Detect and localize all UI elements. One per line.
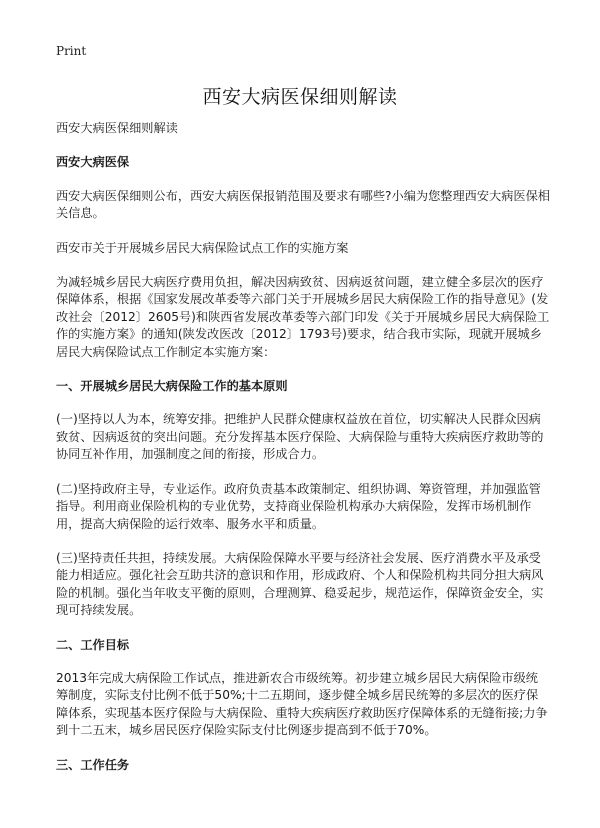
plan-title: 西安市关于开展城乡居民大病保险试点工作的实施方案 bbox=[56, 240, 349, 255]
principle-2-paragraph: (二)坚持政府主导，专业运作。政府负责基本政策制定、组织协调、筹资管理，并加强监管指导。利用商业保险机构的专业优势，支持商业保险机构承办大病保险，发挥市场机制作用，提高大病保险的运行效率、服务水平和质量。 bbox=[56, 481, 541, 531]
plan-body-paragraph: 为减轻城乡居民大病医疗费用负担，解决因病致贫、因病返贫问题，建立健全多层次的医疗保障体系，根据《国家发展改革委等六部门关于开展城乡居民大病保险工作的指导意见》(发改社会〔2012〕2605号)和陕西省发展改革委等六部门印发《关于开展城乡居民大病保险工作的实施方案》的通知(陕发改医改〔2012〕1793号)要求，结合我市实际，现就开展城乡居民大病保险试点工作制定本实施方案： bbox=[56, 275, 550, 359]
section-heading-main: 西安大病医保 bbox=[56, 155, 130, 170]
principle-1-paragraph: (一)坚持以人为本，统筹安排。把维护人民群众健康权益放在首位，切实解决人民群众因病致贫、因病返贫的突出问题。充分发挥基本医疗保险、大病保险与重特大疾病医疗救助等的协同互补作用，加强制度之间的衔接，形成合力。 bbox=[56, 412, 544, 462]
page-title: 西安大病医保细则解读 bbox=[202, 86, 398, 108]
print-link[interactable]: Print bbox=[56, 44, 87, 58]
section-heading-goals: 二、工作目标 bbox=[56, 637, 130, 652]
article-subtitle: 西安大病医保细则解读 bbox=[56, 121, 178, 135]
section-heading-principles: 一、开展城乡居民大病保险工作的基本原则 bbox=[56, 379, 288, 394]
section-heading-tasks: 三、工作任务 bbox=[56, 757, 130, 772]
principle-3-paragraph: (三)坚持责任共担，持续发展。大病保险保障水平要与经济社会发展、医疗消费水平及承受能力相适应。强化社会互助共济的意识和作用，形成政府、个人和保险机构共同分担大病风险的机制。强化当年收支平衡的原则，合理测算、稳妥起步，规范运作，保障资金安全，实现可持续发展。 bbox=[56, 550, 544, 618]
intro-paragraph: 西安大病医保细则公布，西安大病医保报销范围及要求有哪些?小编为您整理西安大病医保相关信息。 bbox=[56, 188, 550, 221]
goals-paragraph: 2013年完成大病保险工作试点，推进新农合市级统筹。初步建立城乡居民大病保险市级统筹制度，实际支付比例不低于50%;十二五期间，逐步健全城乡居民统筹的多层次的医疗保障体系，实现基本医疗保险与大病保险、重特大疾病医疗救助医疗保障体系的无缝衔接;力争到十二五末，城乡居民医疗保险实际支付比例逐步提高到不低于70%。 bbox=[56, 670, 548, 738]
article-body bbox=[56, 120, 550, 790]
